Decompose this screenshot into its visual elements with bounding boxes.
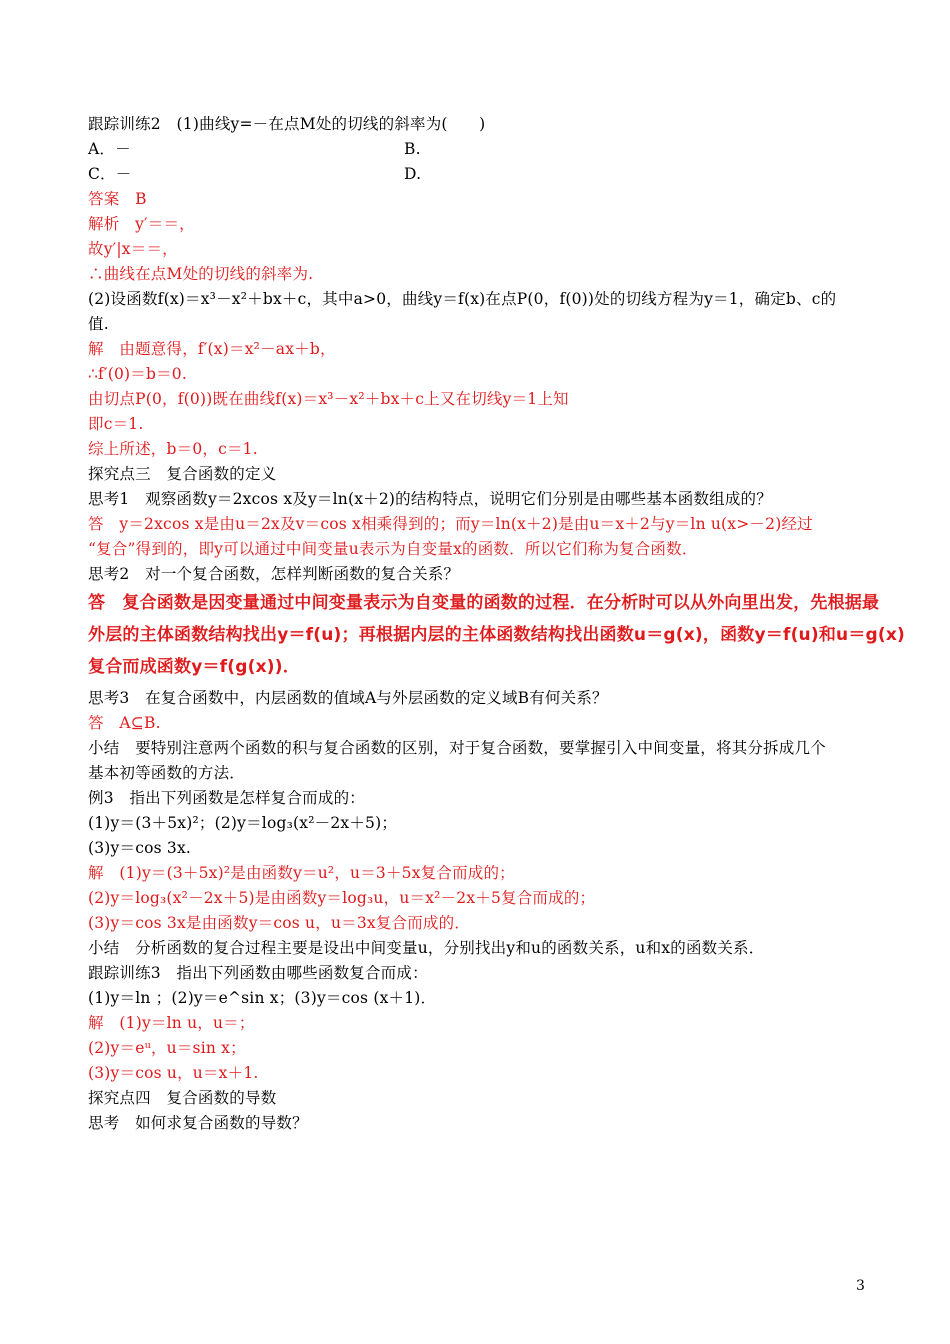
exercise-3-solution-2: (2)y＝eᵘ，u＝sin x； xyxy=(88,1039,246,1057)
solution-line-4: 即c＝1. xyxy=(88,415,144,433)
option-d: D. xyxy=(404,165,422,183)
options-row-ab xyxy=(88,139,848,159)
exercise-2-question-2-cont: 值. xyxy=(88,315,109,333)
think-2-answer-line-1: 答 复合函数是因变量通过中间变量表示为自变量的函数的过程．在分析时可以从外向里出发，先根据最 xyxy=(88,593,880,613)
think-1-answer-line-1: 答 y＝2xcos x是由u＝2x及v＝cos x相乘得到的；而y＝ln(x＋2)是由u＝x＋2与y＝ln u(x>－2)经过 xyxy=(88,515,813,533)
answer-line: 答案 B xyxy=(88,190,147,208)
think-3-answer: 答 A⊆B. xyxy=(88,714,161,732)
exercise-3-items: (1)y＝ln ；(2)y＝e^sin x；(3)y＝cos (x＋1)． xyxy=(88,989,437,1007)
analysis-line-3: ∴曲线在点M处的切线的斜率为. xyxy=(88,265,314,283)
exercise-3-heading: 跟踪训练3 指出下列函数由哪些函数复合而成： xyxy=(88,964,428,982)
solution-line-3: 由切点P(0，f(0))既在曲线f(x)＝x³－x²＋bx＋c上又在切线y＝1上知 xyxy=(88,390,569,408)
page-number: 3 xyxy=(856,1278,865,1294)
exercise-2-question-1: 跟踪训练2 (1)曲线y=－在点M处的切线的斜率为( ) xyxy=(88,115,486,133)
option-c: C．－ xyxy=(88,165,132,183)
example-3-solution-3: (3)y＝cos 3x是由函数y＝cos u，u＝3x复合而成的． xyxy=(88,914,471,932)
option-a: A．－ xyxy=(88,140,131,158)
example-3-item-3: (3)y＝cos 3x. xyxy=(88,839,192,857)
think-2-answer-line-3: 复合而成函数y＝f(g(x))． xyxy=(88,657,300,677)
think-1-answer-line-2: “复合”得到的，即y可以通过中间变量u表示为自变量x的函数．所以它们称为复合函数． xyxy=(88,540,698,558)
example-3-solution-2: (2)y＝log₃(x²－2x＋5)是由函数y＝log₃u，u＝x²－2x＋5复合而成的； xyxy=(88,889,596,907)
example-3-solution-1: 解 (1)y＝(3＋5x)²是由函数y＝u²，u＝3＋5x复合而成的； xyxy=(88,864,515,882)
think-3-question: 思考3 在复合函数中，内层函数的值域A与外层函数的定义域B有何关系？ xyxy=(88,689,608,707)
summary-2: 小结 分析函数的复合过程主要是设出中间变量u，分别找出y和u的函数关系，u和x的函数关系． xyxy=(88,939,765,957)
exercise-3-solution-1: 解 (1)y＝ln u，u＝； xyxy=(88,1014,255,1032)
think-1-question: 思考1 观察函数y＝2xcos x及y＝ln(x＋2)的结构特点，说明它们分别是由哪些基本函数组成的？ xyxy=(88,490,772,508)
analysis-line-1: 解析 y′＝＝， xyxy=(88,215,195,233)
option-b: B. xyxy=(404,140,421,158)
exercise-2-question-2: (2)设函数f(x)＝x³－x²＋bx＋c，其中a>0，曲线y＝f(x)在点P(0，f(0))处的切线方程为y＝1，确定b、c的 xyxy=(88,290,837,308)
think-2-answer-line-2: 外层的主体函数结构找出y＝f(u)；再根据内层的主体函数结构找出函数u＝g(x)，函数y＝f(u)和u＝g(x) xyxy=(88,625,905,645)
exercise-3-solution-3: (3)y＝cos u，u＝x＋1. xyxy=(88,1064,259,1082)
options-row-cd xyxy=(88,164,848,184)
analysis-line-2: 故y′|x＝＝， xyxy=(88,240,178,258)
section-heading-3: 探究点三 复合函数的定义 xyxy=(88,465,277,483)
example-3-items-1-2: (1)y＝(3＋5x)²；(2)y＝log₃(x²－2x＋5)； xyxy=(88,814,398,832)
summary-1-line-2: 基本初等函数的方法． xyxy=(88,764,246,782)
summary-1-line-1: 小结 要特别注意两个函数的积与复合函数的区别，对于复合函数，要掌握引入中间变量，将其分拆成几个 xyxy=(88,739,826,757)
solution-line-1: 解 由题意得，f′(x)＝x²－ax＋b， xyxy=(88,340,336,358)
think-question-final: 思考 如何求复合函数的导数？ xyxy=(88,1114,308,1132)
section-heading-4: 探究点四 复合函数的导数 xyxy=(88,1089,277,1107)
think-2-question: 思考2 对一个复合函数，怎样判断函数的复合关系？ xyxy=(88,565,460,583)
solution-line-2: ∴f′(0)＝b＝0. xyxy=(88,365,187,383)
solution-line-5: 综上所述，b＝0，c＝1. xyxy=(88,440,258,458)
example-3-heading: 例3 指出下列函数是怎样复合而成的： xyxy=(88,789,365,807)
